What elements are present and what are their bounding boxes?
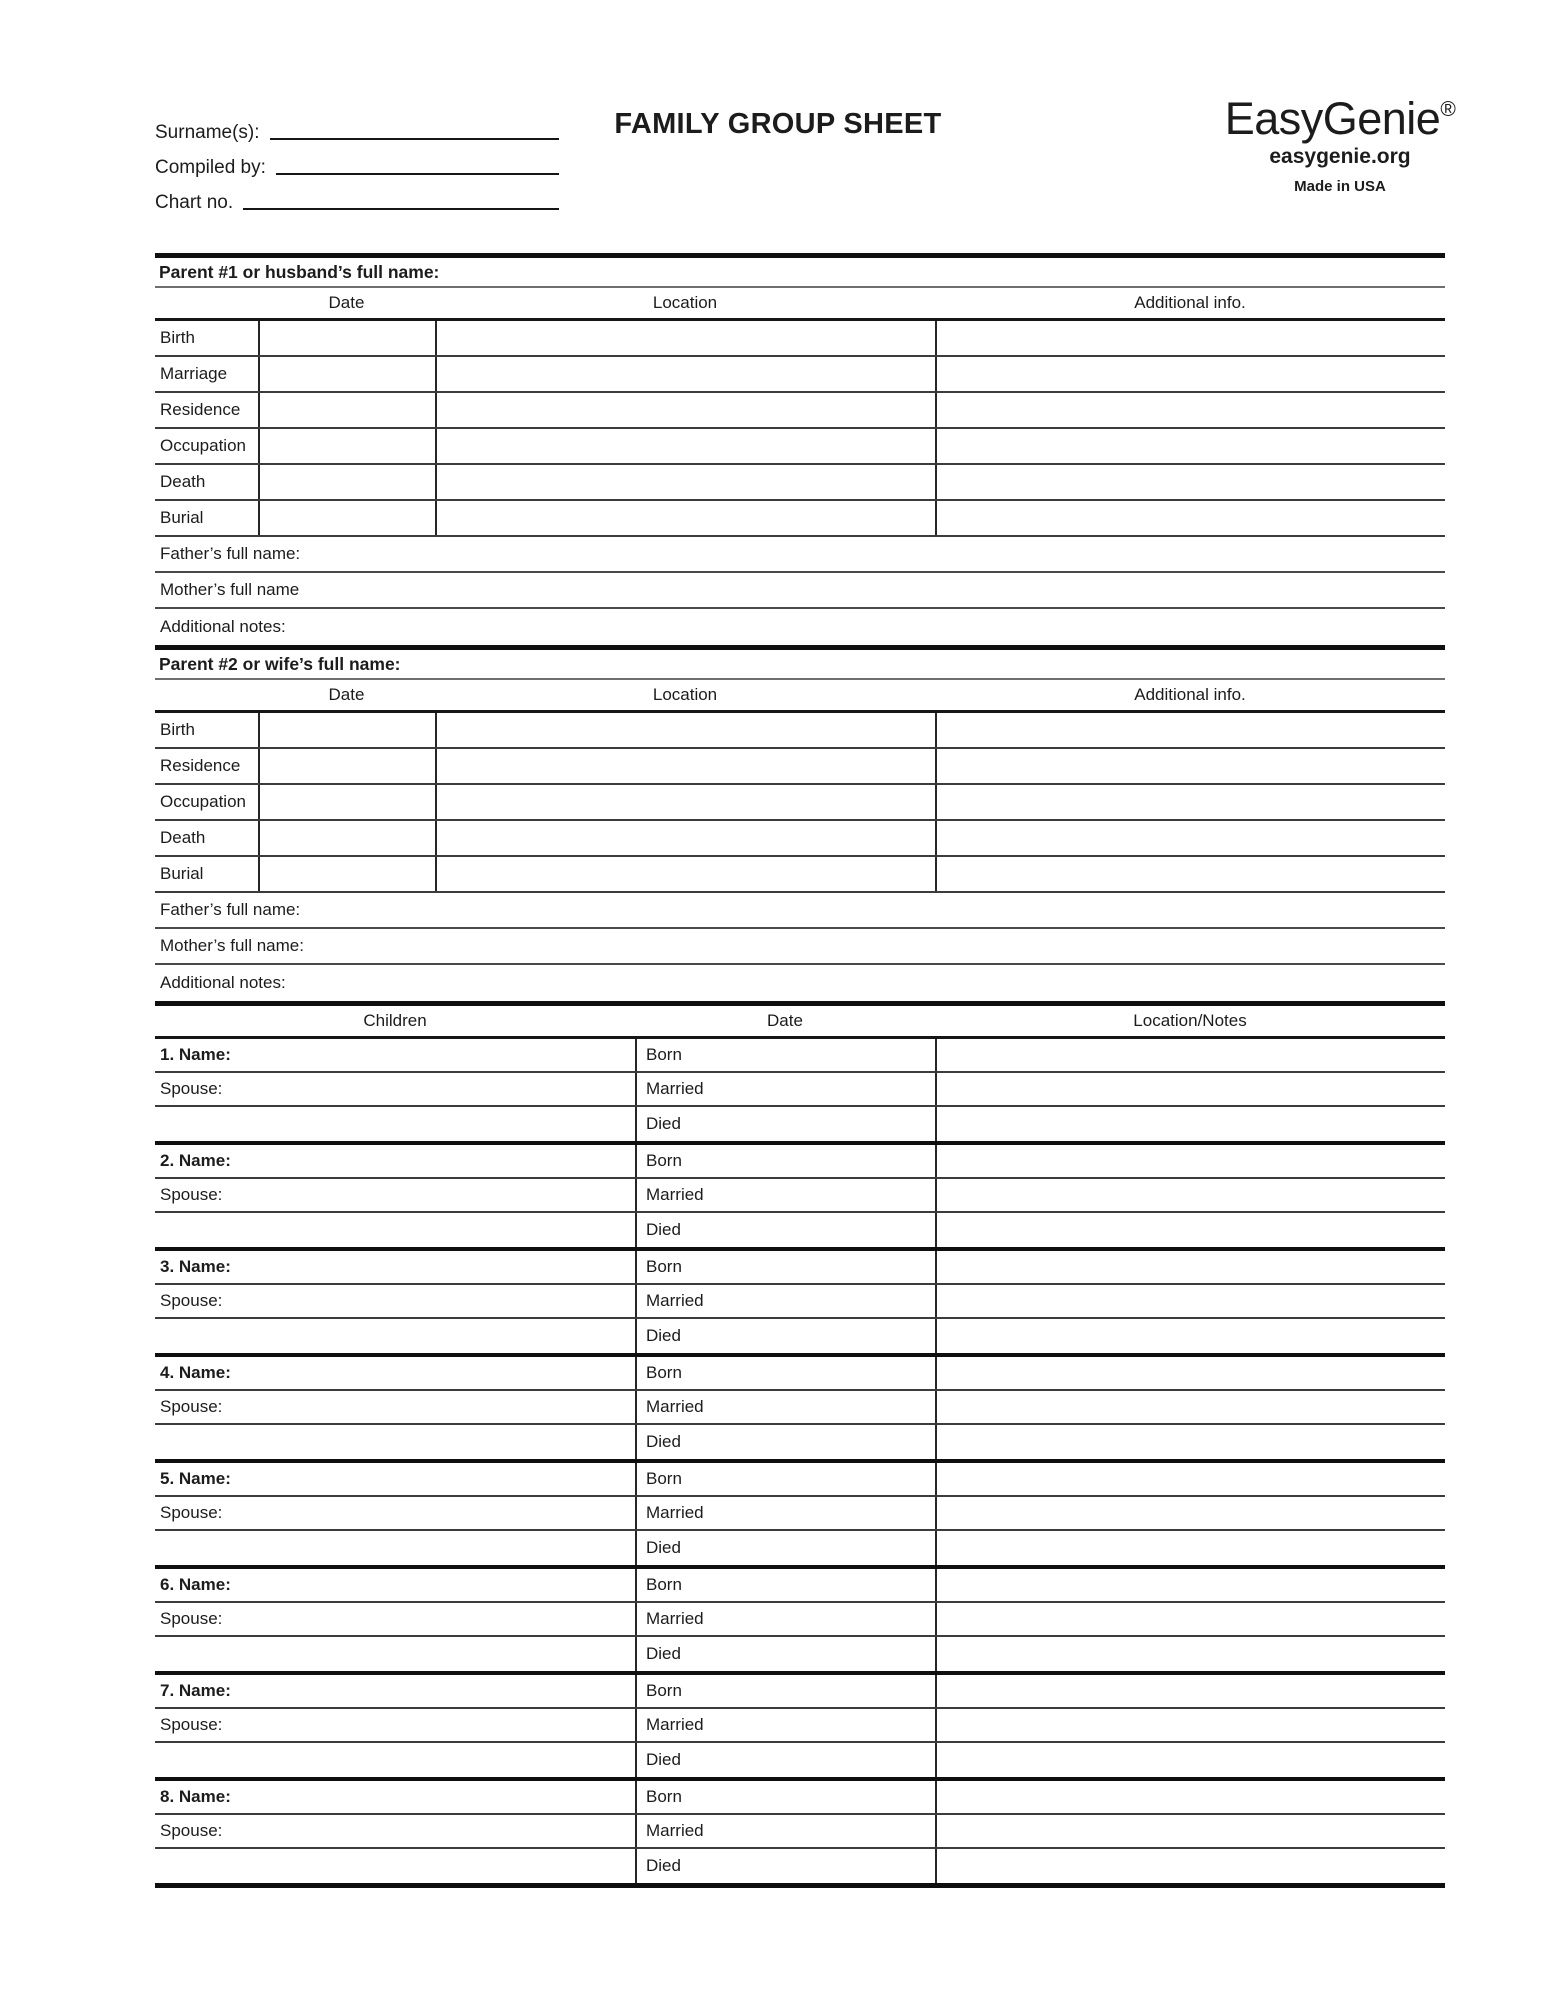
child-spouse-label: Spouse: bbox=[160, 1503, 223, 1522]
chart-no-fill-line bbox=[243, 208, 559, 210]
child-row bbox=[155, 1709, 1445, 1743]
child-spouse-label: Spouse: bbox=[160, 1821, 223, 1840]
child-name-label: 7. Name: bbox=[160, 1681, 231, 1700]
child-row bbox=[155, 1849, 1445, 1883]
parent2-event-row bbox=[155, 857, 1445, 893]
parent1-event-label: Occupation bbox=[160, 436, 246, 455]
child-married-label: Married bbox=[635, 1815, 935, 1847]
parent1-column-headers bbox=[155, 288, 1445, 321]
child-married-label: Married bbox=[635, 1497, 935, 1529]
children-block-divider-bar bbox=[155, 1883, 1445, 1888]
brand-logo bbox=[1190, 93, 1490, 144]
parent1-event-rows bbox=[155, 321, 1445, 537]
parent1-event-row bbox=[155, 357, 1445, 393]
child-born-label: Born bbox=[635, 1145, 935, 1177]
parent1-event-label: Residence bbox=[160, 400, 241, 419]
parent1-additional-info-blank-cell bbox=[935, 465, 1445, 499]
parent2-date-blank-cell bbox=[258, 821, 435, 855]
parent2-date-blank-cell bbox=[258, 785, 435, 819]
child-blank-name-cell bbox=[155, 1743, 635, 1777]
page-title: FAMILY GROUP SHEET bbox=[614, 108, 942, 140]
child-row bbox=[155, 1107, 1445, 1141]
col-header-location: Location bbox=[652, 685, 718, 704]
parent1-event-label: Marriage bbox=[160, 364, 228, 383]
parent1-date-blank-cell bbox=[258, 501, 435, 535]
parent2-location-blank-cell bbox=[435, 713, 935, 747]
col-header-date: Date bbox=[328, 293, 365, 312]
parent2-section-title: Parent #2 or wife’s full name: bbox=[155, 650, 1445, 680]
child-location-notes-blank-cell bbox=[935, 1425, 1445, 1459]
child-name-label: 3. Name: bbox=[160, 1257, 231, 1276]
parent2-additional-info-blank-cell bbox=[935, 821, 1445, 855]
child-location-notes-blank-cell bbox=[935, 1815, 1445, 1847]
brand-block bbox=[1190, 93, 1490, 195]
child-died-label: Died bbox=[635, 1637, 935, 1671]
parent1-section-title: Parent #1 or husband’s full name: bbox=[155, 258, 1445, 288]
parent1-date-blank-cell bbox=[258, 393, 435, 427]
child-location-notes-blank-cell bbox=[935, 1781, 1445, 1813]
child-blank-name-cell bbox=[155, 1637, 635, 1671]
children-blocks bbox=[155, 1039, 1445, 1888]
child-location-notes-blank-cell bbox=[935, 1213, 1445, 1247]
children-section bbox=[155, 1001, 1445, 1888]
parent2-additional-info-blank-cell bbox=[935, 713, 1445, 747]
child-name-label: 1. Name: bbox=[160, 1045, 231, 1064]
child-married-label: Married bbox=[635, 1391, 935, 1423]
chart-no-label: Chart no. bbox=[155, 192, 234, 213]
parent2-location-blank-cell bbox=[435, 821, 935, 855]
child-name-label: 2. Name: bbox=[160, 1151, 231, 1170]
child-location-notes-blank-cell bbox=[935, 1743, 1445, 1777]
parent1-event-label: Death bbox=[160, 472, 206, 491]
child-blank-name-cell bbox=[155, 1531, 635, 1565]
child-married-label: Married bbox=[635, 1073, 935, 1105]
col-header-date: Date bbox=[328, 685, 365, 704]
child-row bbox=[155, 1251, 1445, 1285]
child-died-label: Died bbox=[635, 1319, 935, 1353]
chart-no-field bbox=[155, 182, 559, 217]
parent2-event-row bbox=[155, 749, 1445, 785]
corner-cell bbox=[155, 288, 258, 318]
parent1-full-width-row: Mother’s full name bbox=[155, 573, 1445, 609]
brand-logo-text: EasyGenie bbox=[1224, 93, 1441, 144]
parent2-full-width-row: Father’s full name: bbox=[155, 893, 1445, 929]
child-row bbox=[155, 1357, 1445, 1391]
child-row bbox=[155, 1073, 1445, 1107]
parent2-event-label: Occupation bbox=[160, 792, 246, 811]
child-row bbox=[155, 1213, 1445, 1247]
child-location-notes-blank-cell bbox=[935, 1497, 1445, 1529]
child-location-notes-blank-cell bbox=[935, 1357, 1445, 1389]
child-location-notes-blank-cell bbox=[935, 1107, 1445, 1141]
child-married-label: Married bbox=[635, 1285, 935, 1317]
child-row bbox=[155, 1285, 1445, 1319]
parent2-additional-info-blank-cell bbox=[935, 785, 1445, 819]
child-married-label: Married bbox=[635, 1709, 935, 1741]
parent1-event-row bbox=[155, 465, 1445, 501]
child-location-notes-blank-cell bbox=[935, 1251, 1445, 1283]
child-location-notes-blank-cell bbox=[935, 1675, 1445, 1707]
parent2-event-rows bbox=[155, 713, 1445, 893]
child-born-label: Born bbox=[635, 1251, 935, 1283]
parent2-event-label: Residence bbox=[160, 756, 241, 775]
child-died-label: Died bbox=[635, 1531, 935, 1565]
child-spouse-label: Spouse: bbox=[160, 1609, 223, 1628]
child-location-notes-blank-cell bbox=[935, 1569, 1445, 1601]
parent2-event-row bbox=[155, 713, 1445, 749]
made-in-usa-label: Made in USA bbox=[1294, 178, 1386, 195]
child-row bbox=[155, 1781, 1445, 1815]
parent1-date-blank-cell bbox=[258, 465, 435, 499]
parent1-event-row bbox=[155, 501, 1445, 537]
parent2-date-blank-cell bbox=[258, 713, 435, 747]
child-died-label: Died bbox=[635, 1213, 935, 1247]
parent1-location-blank-cell bbox=[435, 321, 935, 355]
parent1-location-blank-cell bbox=[435, 501, 935, 535]
child-died-label: Died bbox=[635, 1849, 935, 1883]
compiled-by-label: Compiled by: bbox=[155, 157, 266, 178]
child-born-label: Born bbox=[635, 1463, 935, 1495]
child-location-notes-blank-cell bbox=[935, 1463, 1445, 1495]
child-row bbox=[155, 1497, 1445, 1531]
col-header-location-notes: Location/Notes bbox=[1133, 1011, 1247, 1030]
parent2-column-headers bbox=[155, 680, 1445, 713]
child-born-label: Born bbox=[635, 1569, 935, 1601]
children-column-headers bbox=[155, 1006, 1445, 1039]
registered-mark: ® bbox=[1440, 98, 1456, 121]
child-location-notes-blank-cell bbox=[935, 1531, 1445, 1565]
child-location-notes-blank-cell bbox=[935, 1285, 1445, 1317]
child-blank-name-cell bbox=[155, 1107, 635, 1141]
col-header-location: Location bbox=[652, 293, 718, 312]
surname-label: Surname(s): bbox=[155, 122, 260, 143]
child-name-label: 6. Name: bbox=[160, 1575, 231, 1594]
child-name-label: 4. Name: bbox=[160, 1363, 231, 1382]
child-born-label: Born bbox=[635, 1357, 935, 1389]
col-header-date: Date bbox=[767, 1011, 803, 1030]
child-location-notes-blank-cell bbox=[935, 1709, 1445, 1741]
child-row bbox=[155, 1179, 1445, 1213]
child-row bbox=[155, 1743, 1445, 1777]
child-spouse-label: Spouse: bbox=[160, 1291, 223, 1310]
parent2-section bbox=[155, 645, 1445, 1001]
parent1-additional-info-blank-cell bbox=[935, 357, 1445, 391]
child-row bbox=[155, 1531, 1445, 1565]
parent1-location-blank-cell bbox=[435, 357, 935, 391]
child-married-label: Married bbox=[635, 1603, 935, 1635]
compiled-by-field bbox=[155, 147, 559, 182]
child-location-notes-blank-cell bbox=[935, 1319, 1445, 1353]
parent1-event-row bbox=[155, 321, 1445, 357]
child-row bbox=[155, 1039, 1445, 1073]
parent2-event-label: Death bbox=[160, 828, 206, 847]
parent2-event-row bbox=[155, 785, 1445, 821]
parent1-location-blank-cell bbox=[435, 393, 935, 427]
parent1-event-row bbox=[155, 393, 1445, 429]
child-blank-name-cell bbox=[155, 1213, 635, 1247]
child-died-label: Died bbox=[635, 1425, 935, 1459]
parent1-date-blank-cell bbox=[258, 357, 435, 391]
parent2-date-blank-cell bbox=[258, 857, 435, 891]
child-row bbox=[155, 1319, 1445, 1353]
child-location-notes-blank-cell bbox=[935, 1179, 1445, 1211]
child-died-label: Died bbox=[635, 1743, 935, 1777]
parent2-full-width-row: Mother’s full name: bbox=[155, 929, 1445, 965]
parent1-full-width-row: Additional notes: bbox=[160, 617, 286, 636]
parent1-event-label: Birth bbox=[160, 328, 195, 347]
child-name-label: 5. Name: bbox=[160, 1469, 231, 1488]
child-row bbox=[155, 1815, 1445, 1849]
parent2-additional-info-blank-cell bbox=[935, 857, 1445, 891]
parent2-date-blank-cell bbox=[258, 749, 435, 783]
child-location-notes-blank-cell bbox=[935, 1073, 1445, 1105]
child-blank-name-cell bbox=[155, 1319, 635, 1353]
parent1-full-rows bbox=[155, 537, 1445, 645]
child-row bbox=[155, 1637, 1445, 1671]
child-location-notes-blank-cell bbox=[935, 1849, 1445, 1883]
child-spouse-label: Spouse: bbox=[160, 1079, 223, 1098]
child-died-label: Died bbox=[635, 1107, 935, 1141]
child-born-label: Born bbox=[635, 1781, 935, 1813]
child-location-notes-blank-cell bbox=[935, 1391, 1445, 1423]
child-row bbox=[155, 1145, 1445, 1179]
parent1-location-blank-cell bbox=[435, 465, 935, 499]
col-header-additional-info: Additional info. bbox=[1134, 293, 1246, 312]
child-spouse-label: Spouse: bbox=[160, 1185, 223, 1204]
parent2-full-rows bbox=[155, 893, 1445, 1001]
child-blank-name-cell bbox=[155, 1849, 635, 1883]
child-blank-name-cell bbox=[155, 1425, 635, 1459]
child-name-label: 8. Name: bbox=[160, 1787, 231, 1806]
parent2-full-width-row: Additional notes: bbox=[160, 973, 286, 992]
child-row bbox=[155, 1463, 1445, 1497]
col-header-children: Children bbox=[363, 1011, 427, 1030]
corner-cell bbox=[155, 680, 258, 710]
parent1-section bbox=[155, 253, 1445, 645]
child-location-notes-blank-cell bbox=[935, 1145, 1445, 1177]
child-row bbox=[155, 1391, 1445, 1425]
child-row bbox=[155, 1675, 1445, 1709]
parent1-additional-info-blank-cell bbox=[935, 321, 1445, 355]
parent1-event-row bbox=[155, 429, 1445, 465]
child-row bbox=[155, 1425, 1445, 1459]
child-location-notes-blank-cell bbox=[935, 1039, 1445, 1071]
parent1-full-width-row: Father’s full name: bbox=[155, 537, 1445, 573]
compiled-by-fill-line bbox=[276, 173, 559, 175]
child-spouse-label: Spouse: bbox=[160, 1715, 223, 1734]
child-location-notes-blank-cell bbox=[935, 1603, 1445, 1635]
child-row bbox=[155, 1603, 1445, 1637]
parent1-location-blank-cell bbox=[435, 429, 935, 463]
parent2-location-blank-cell bbox=[435, 857, 935, 891]
parent2-location-blank-cell bbox=[435, 785, 935, 819]
form-content bbox=[155, 253, 1445, 1888]
parent1-additional-info-blank-cell bbox=[935, 501, 1445, 535]
child-spouse-label: Spouse: bbox=[160, 1397, 223, 1416]
child-row bbox=[155, 1569, 1445, 1603]
parent2-event-label: Birth bbox=[160, 720, 195, 739]
child-born-label: Born bbox=[635, 1675, 935, 1707]
parent1-additional-info-blank-cell bbox=[935, 429, 1445, 463]
child-married-label: Married bbox=[635, 1179, 935, 1211]
col-header-additional-info: Additional info. bbox=[1134, 685, 1246, 704]
parent1-date-blank-cell bbox=[258, 429, 435, 463]
parent2-additional-info-blank-cell bbox=[935, 749, 1445, 783]
parent1-event-label: Burial bbox=[160, 508, 204, 527]
parent1-additional-info-blank-cell bbox=[935, 393, 1445, 427]
parent2-event-row bbox=[155, 821, 1445, 857]
child-born-label: Born bbox=[635, 1039, 935, 1071]
parent2-event-label: Burial bbox=[160, 864, 204, 883]
parent2-location-blank-cell bbox=[435, 749, 935, 783]
child-location-notes-blank-cell bbox=[935, 1637, 1445, 1671]
brand-website: easygenie.org bbox=[1269, 145, 1411, 168]
parent1-date-blank-cell bbox=[258, 321, 435, 355]
